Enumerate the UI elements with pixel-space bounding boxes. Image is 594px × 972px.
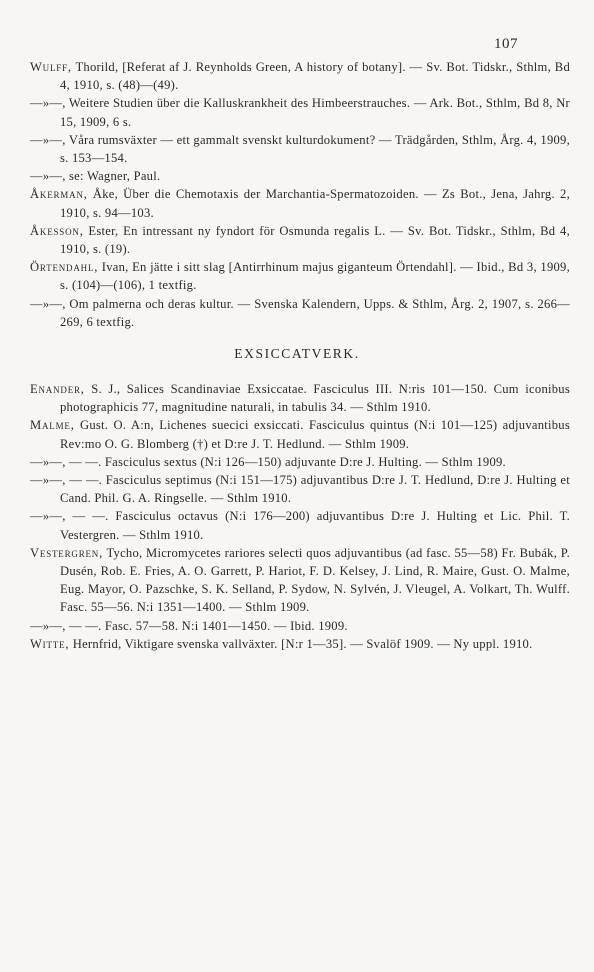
entry-text: Thorild, [Referat af J. Reynholds Green, A history of botany]. — Sv. Bot. Tidskr., Sthlm, Bd 4, 1910, s. (48)—(49). — [60, 60, 571, 93]
bibliography-entry — [30, 185, 570, 221]
entry-author: Witte, — [30, 636, 70, 651]
exsiccat-entry — [30, 416, 570, 452]
entry-text: —»—, — —. Fasc. 57—58. N:i 1401—1450. — Ibid. 1909. — [30, 618, 348, 633]
entry-author: Åkerman, — [30, 187, 88, 202]
page-number: 107 — [494, 36, 518, 52]
entry-author: Malme, — [30, 418, 75, 433]
entry-author: Vestergren, — [30, 545, 104, 560]
entry-author: Enander, — [30, 382, 85, 396]
entry-author: Wulff, — [30, 60, 72, 74]
exsiccat-entry — [30, 635, 570, 653]
exsiccat-entry — [30, 380, 570, 416]
entry-text: —»—, Om palmerna och deras kultur. — Svenska Kalendern, Upps. & Sthlm, Årg. 2, 1907, s. 266—269, 6 textfig. — [30, 296, 570, 329]
entry-text: —»—, — —. Fasciculus octavus (N:i 176—200) adjuvantibus D:re J. Hulting et Lic. Phil. T. Vestergren. — Sthlm 1910. — [30, 509, 570, 542]
entry-author: Örtendahl, — [30, 260, 99, 275]
bibliography-entry — [30, 295, 570, 331]
entry-text: —»—, se: Wagner, Paul. — [30, 169, 161, 184]
entry-text: Tycho, Micromycetes rariores selecti quos adjuvantibus (ad fasc. 55—58) Fr. Bubák, P. Dusén, Rob. E. Fries, A. O. Garrett, P. Hariot, F. D. Kelsey, J. Lind, R. Maire, Gust. O. Malme, Eug. Mayor, O. Pazschke, S. K. Selland, P. Sydow, N. Sylvén, J. Vleugel, A. Volkart, Th. Wulff. Fasc. 55—56. N:i 1351—1400. — Sthlm 1909. — [60, 545, 570, 615]
exsiccat-list — [30, 380, 570, 653]
bibliography-entry — [30, 222, 570, 258]
exsiccat-entry — [30, 507, 570, 543]
exsiccat-entry — [30, 471, 570, 507]
entry-text: —»—, Våra rumsväxter — ett gammalt svenskt kulturdokument? — Trädgården, Sthlm, Årg. 4, 1909, s. 153—154. — [30, 132, 570, 166]
bibliography-entry — [30, 258, 570, 294]
bibliography-list — [30, 58, 570, 331]
entry-text: —»—, — —. Fasciculus sextus (N:i 126—150) adjuvante D:re J. Hulting. — Sthlm 1909. — [30, 454, 506, 469]
entry-text: Gust. O. A:n, Lichenes suecici exsiccati. Fasciculus quintus (N:i 101—125) adjuvantibus Rev:mo O. G. Blomberg (†) et D:re J. T. Hedlund. — Sthlm 1909. — [60, 418, 570, 451]
entry-author: Åkesson, — [30, 223, 84, 238]
entry-text: —»—, Weitere Studien über die Kalluskrankheit des Himbeerstrauches. — Ark. Bot., Sthlm, Bd 8, Nr 15, 1909, 6 s. — [30, 96, 570, 129]
entry-text: Ester, En intressant ny fyndort för Osmunda regalis L. — Sv. Bot. Tidskr., Sthlm, Bd 4, 1910, s. (19). — [60, 223, 570, 257]
exsiccat-entry — [30, 453, 570, 471]
bibliography-entry — [30, 167, 570, 185]
entry-text: Ivan, En jätte i sitt slag [Antirrhinum majus giganteum Örtendahl]. — Ibid., Bd 3, 1909, s. (104)—(106), 1 textfig. — [60, 260, 570, 293]
exsiccat-entry — [30, 617, 570, 635]
entry-text: Hernfrid, Viktigare svenska vallväxter. [N:r 1—35]. — Svalöf 1909. — Ny uppl. 1910. — [72, 636, 533, 651]
exsiccat-entry — [30, 544, 570, 617]
section-heading: EXSICCATVERK. — [234, 346, 360, 361]
bibliography-entry — [30, 131, 570, 167]
entry-text: Åke, Über die Chemotaxis der Marchantia-Spermatozoiden. — Zs Bot., Jena, Jahrg. 2, 1910, s. 94—103. — [60, 187, 570, 220]
entry-text: S. J., Salices Scandinaviae Exsiccatae. Fasciculus III. N:ris 101—150. Cum iconibus photographicis 77, magnitudine naturali, in tabulis 34. — Sthlm 1910. — [60, 382, 570, 415]
entry-text: —»—, — —. Fasciculus septimus (N:i 151—175) adjuvantibus D:re J. T. Hedlund, D:re J. Hulting et Cand. Phil. G. A. Ringselle. — Sthlm 1910. — [30, 473, 570, 506]
bibliography-entry — [30, 94, 570, 130]
bibliography-entry — [30, 58, 570, 94]
